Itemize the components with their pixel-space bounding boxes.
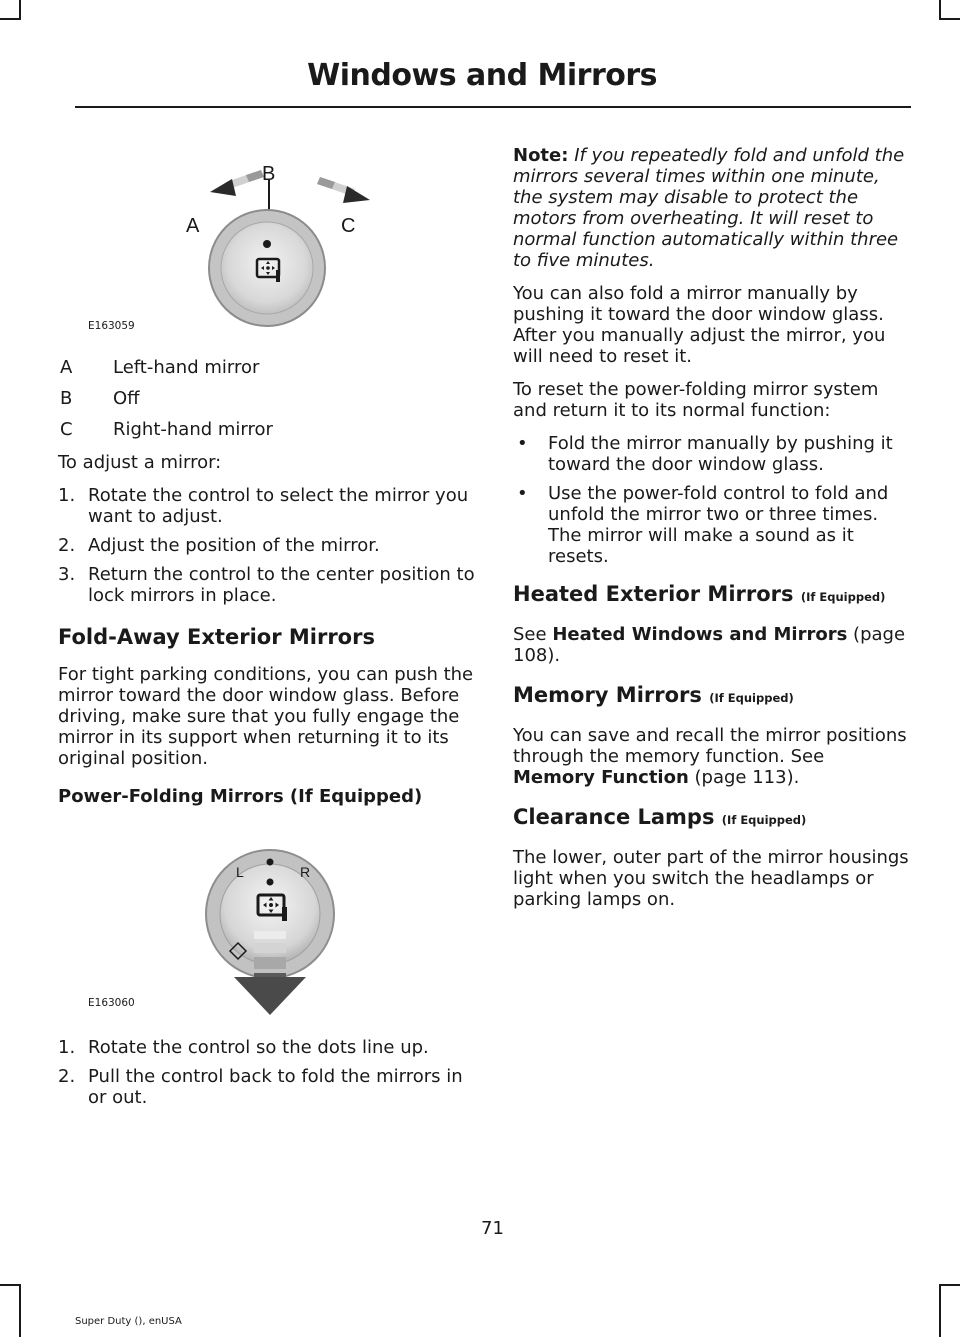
reset-bullets — [513, 433, 910, 567]
crop-mark — [939, 0, 941, 20]
power-fold-steps — [58, 1037, 478, 1108]
crop-mark — [19, 0, 21, 20]
memory-mirrors-heading — [513, 682, 910, 711]
heading-text: Memory Mirrors — [513, 683, 702, 707]
legend-key: C — [60, 419, 73, 440]
list-item — [58, 1066, 478, 1108]
power-fold-control-illustration — [58, 819, 478, 1015]
bullet-text: Fold the mirror manually by pushing it toward the door window glass. — [548, 433, 893, 475]
heated-windows-link[interactable]: Heated Windows and Mirrors — [552, 624, 848, 645]
clearance-text: The lower, outer part of the mirror housings light when you switch the headlamps or parking lamps on. — [513, 847, 909, 910]
memory-function-link[interactable]: Memory Function — [513, 767, 689, 788]
legend-row — [58, 358, 478, 378]
right-column — [513, 145, 910, 922]
mirror-select-control-illustration — [58, 130, 478, 336]
legend-row — [58, 389, 478, 409]
step-number: 1. — [58, 485, 76, 506]
label-r: R — [300, 864, 311, 880]
if-equipped: (If Equipped) — [721, 813, 807, 827]
page-ref: (page 108). — [513, 624, 906, 666]
figure-id: E163059 — [88, 320, 135, 332]
page-number: 71 — [481, 1218, 504, 1239]
note — [513, 145, 910, 271]
page-ref: (page 113). — [694, 767, 800, 788]
figure-id: E163060 — [88, 997, 135, 1009]
adjust-intro: To adjust a mirror: — [58, 452, 222, 473]
legend-text: Left-hand mirror — [113, 357, 260, 378]
list-item — [58, 535, 478, 556]
fold-away-text: For tight parking conditions, you can push the mirror toward the door window glass. Before driving, make sure that you fully engage the mirror in its support when returning it to its original position. — [58, 664, 474, 769]
header-rule — [75, 106, 911, 108]
legend-key: B — [60, 388, 73, 409]
power-folding-heading: Power-Folding Mirrors (If Equipped) — [58, 786, 423, 807]
step-number: 2. — [58, 535, 76, 556]
crop-mark — [939, 1284, 941, 1337]
heading-text: Clearance Lamps — [513, 805, 715, 829]
footer: Super Duty (), enUSA — [75, 1316, 182, 1327]
mirror-legend — [58, 358, 478, 440]
crop-mark — [0, 1284, 21, 1286]
page-title: Windows and Mirrors — [307, 58, 657, 93]
label-c: C — [341, 215, 356, 237]
power-fold-figure — [58, 819, 478, 1015]
crop-mark — [939, 1284, 960, 1286]
fold-away-heading: Fold-Away Exterior Mirrors — [58, 625, 375, 649]
list-item — [58, 485, 478, 527]
see-text: See — [513, 624, 547, 645]
step-text: Rotate the control to select the mirror you want to adjust. — [88, 485, 469, 527]
list-item — [58, 564, 478, 606]
bullet: • — [517, 483, 528, 504]
bullet-text: Use the power-fold control to fold and unfold the mirror two or three times. The mirror will make a sound as it resets. — [548, 483, 889, 567]
step-number: 3. — [58, 564, 76, 585]
list-item — [513, 433, 910, 475]
step-text: Return the control to the center position to lock mirrors in place. — [88, 564, 475, 606]
rotate-left-arrow-icon — [210, 170, 264, 196]
crop-mark — [0, 18, 21, 20]
legend-text: Off — [113, 388, 140, 409]
bullet: • — [517, 433, 528, 454]
memory-body: You can save and recall the mirror positions through the memory function. See — [513, 725, 907, 767]
clearance-lamps-heading — [513, 804, 910, 833]
memory-text — [513, 725, 910, 788]
label-l: L — [236, 864, 244, 880]
left-column — [58, 130, 478, 1120]
step-text: Rotate the control so the dots line up. — [88, 1037, 429, 1058]
heading-text: Heated Exterior Mirrors — [513, 582, 794, 606]
list-item — [513, 483, 910, 567]
manual-fold-text: You can also fold a mirror manually by pushing it toward the door window glass. After you manually adjust the mirror, you will need to reset it. — [513, 283, 886, 367]
heated-mirrors-heading — [513, 581, 910, 610]
if-equipped: (If Equipped) — [800, 590, 886, 604]
label-b: B — [262, 163, 276, 185]
mirror-select-figure — [58, 130, 478, 336]
crop-mark — [19, 1284, 21, 1337]
note-label: Note: — [513, 145, 569, 166]
heated-text — [513, 624, 910, 666]
step-text: Pull the control back to fold the mirrors in or out. — [88, 1066, 463, 1108]
list-item — [58, 1037, 478, 1058]
label-a: A — [186, 215, 200, 237]
step-text: Adjust the position of the mirror. — [88, 535, 380, 556]
if-equipped: (If Equipped) — [709, 691, 794, 705]
legend-key: A — [60, 357, 73, 378]
legend-row — [58, 420, 478, 440]
crop-mark — [939, 18, 960, 20]
step-number: 1. — [58, 1037, 76, 1058]
step-number: 2. — [58, 1066, 76, 1087]
note-text: If you repeatedly fold and unfold the mirrors several times within one minute, the system may disable to protect the motors from overheating. It will reset to normal function automatically within three to five minutes. — [513, 145, 905, 271]
reset-intro: To reset the power-folding mirror system and return it to its normal function: — [513, 379, 879, 421]
legend-text: Right-hand mirror — [113, 419, 273, 440]
adjust-steps — [58, 485, 478, 606]
rotate-right-arrow-icon — [317, 177, 370, 203]
